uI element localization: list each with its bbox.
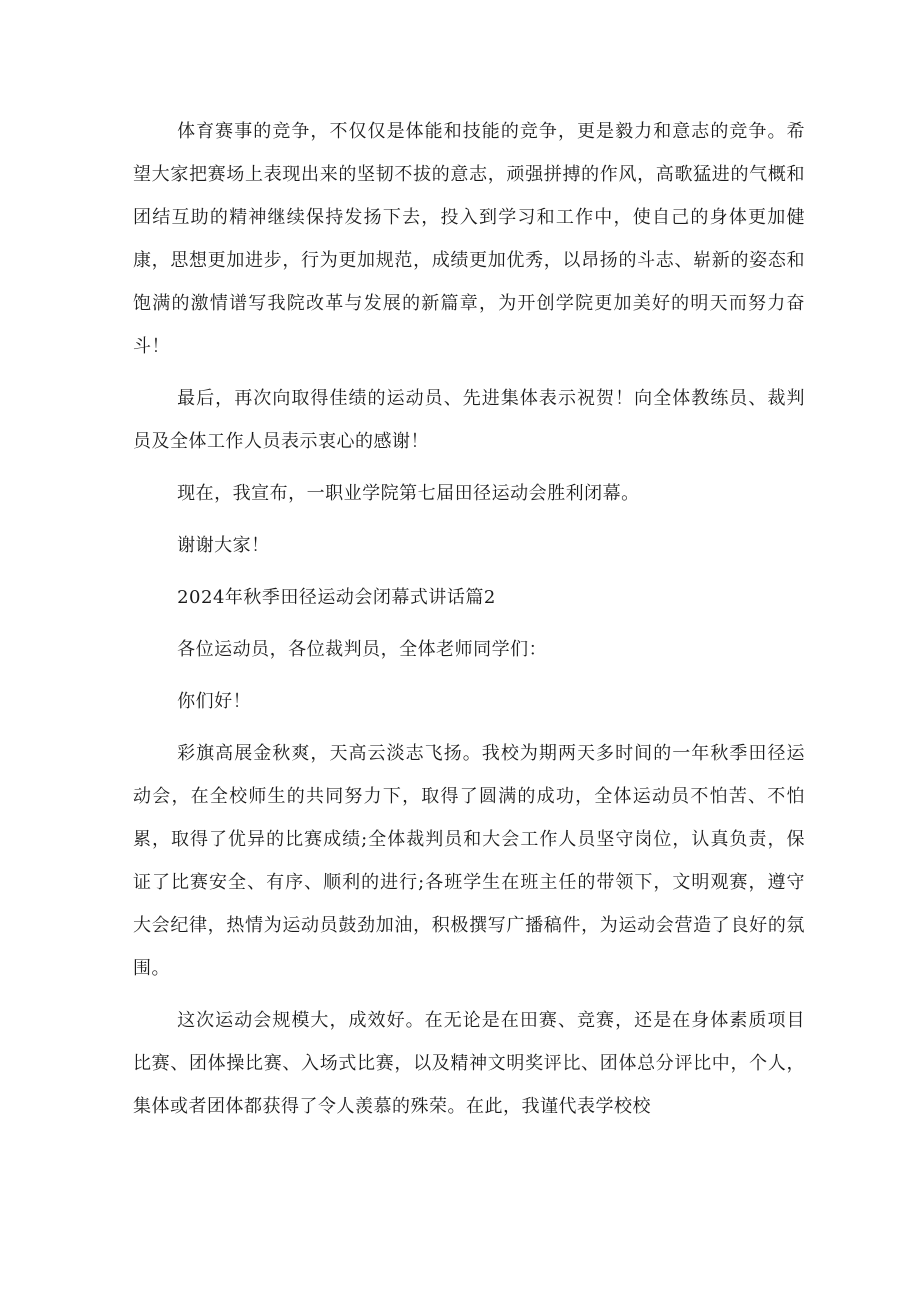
paragraph-congratulations: 最后，再次向取得佳绩的运动员、先进集体表示祝贺！向全体教练员、裁判员及全体工作人员表示衷心的感谢！: [133, 388, 805, 452]
paragraph-closing-announcement: 现在，我宣布，一职业学院第七届田径运动会胜利闭幕。: [177, 483, 640, 504]
paragraph-sports-spirit: 体育赛事的竞争，不仅仅是体能和技能的竞争，更是毅力和意志的竞争。希望大家把赛场上表现出来的坚韧不拔的意志，顽强拼搏的作风，高歌猛进的气概和团结互助的精神继续保持发扬下去，投入到学习和工作中，使自己的身体更加健康，思想更加进步，行为更加规范，成绩更加优秀，以昂扬的斗志、崭新的姿态和饱满的激情谱写我院改革与发展的新篇章，为开创学院更加美好的明天而努力奋斗！: [133, 121, 805, 357]
paragraph-thanks: 谢谢大家！: [177, 535, 270, 556]
document-body: [133, 110, 805, 1137]
paragraph-achievements: 这次运动会规模大，成效好。在无论是在田赛、竞赛，还是在身体素质项目比赛、团体操比赛、入场式比赛，以及精神文明奖评比、团体总分评比中，个人，集体或者团体都获得了令人羡慕的殊荣。在此，我谨代表学校校: [133, 1010, 805, 1117]
paragraph-event-summary: 彩旗高展金秋爽，天高云淡志飞扬。我校为期两天多时间的一年秋季田径运动会，在全校师生的共同努力下，取得了圆满的成功，全体运动员不怕苦、不怕累，取得了优异的比赛成绩;全体裁判员和大会工作人员坚守岗位，认真负责，保证了比赛安全、有序、顺利的进行;各班学生在班主任的带领下，文明观赛，遵守大会纪律，热情为运动员鼓劲加油，积极撰写广播稿件，为运动会营造了良好的氛围。: [133, 743, 805, 979]
paragraph-greeting: 你们好！: [177, 691, 252, 712]
paragraph-salutation: 各位运动员，各位裁判员，全体老师同学们：: [177, 639, 548, 660]
section-heading: 2024年秋季田径运动会闭幕式讲话篇2: [177, 587, 496, 608]
